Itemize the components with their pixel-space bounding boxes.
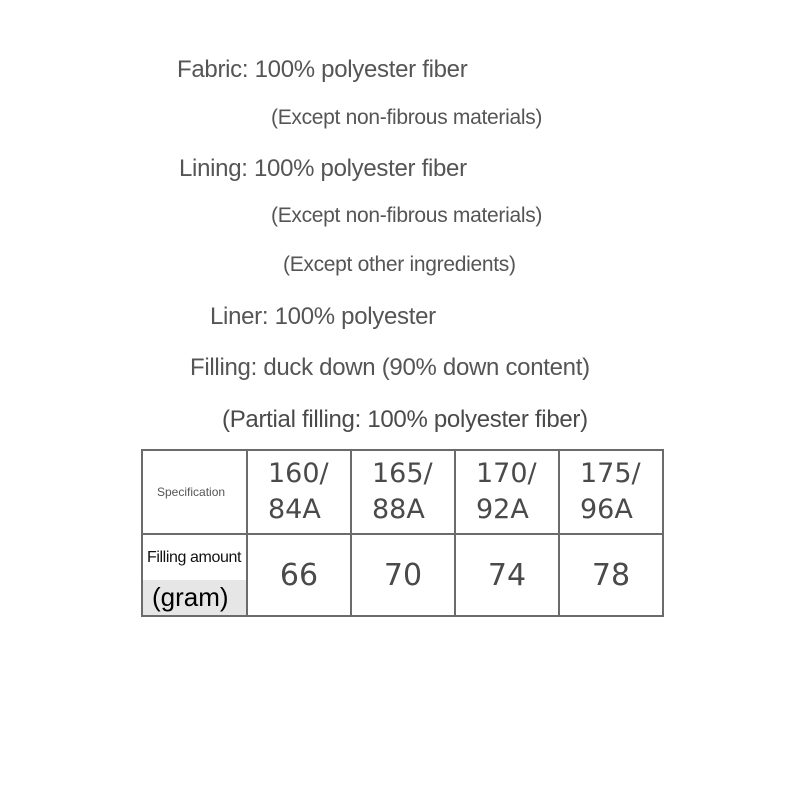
size-code: 92A [476,494,529,525]
amount-cell: 78 [559,534,663,616]
size-cell [351,450,455,534]
filling-amount-header [142,534,247,616]
fabric-composition: Fabric: 100% polyester fiber [177,56,468,83]
amount-cell: 70 [351,534,455,616]
partial-filling-note: (Partial filling: 100% polyester fiber) [222,406,588,433]
lining-exception-note: (Except non-fibrous materials) [271,204,543,227]
filling-amount-unit: (gram) [152,582,229,612]
amount-cell: 66 [247,534,351,616]
lining-composition: Lining: 100% polyester fiber [179,155,467,182]
filling-amount-table [141,449,664,617]
table-row-specification [142,450,663,534]
size-height: 175/ [580,458,641,489]
size-code: 84A [268,494,321,525]
table-row-filling-amount [142,534,663,616]
size-height: 165/ [372,458,433,489]
size-height: 160/ [268,458,329,489]
filling-composition: Filling: duck down (90% down content) [190,354,590,381]
filling-amount-label: Filling amount [147,549,242,566]
liner-composition: Liner: 100% polyester [210,303,436,330]
size-cell [559,450,663,534]
size-cell [247,450,351,534]
amount-cell: 74 [455,534,559,616]
size-height: 170/ [476,458,537,489]
size-code: 96A [580,494,633,525]
specification-header: Specification [142,450,247,534]
fabric-exception-note: (Except non-fibrous materials) [271,106,543,129]
size-code: 88A [372,494,425,525]
size-cell [455,450,559,534]
lining-other-ingredients-note: (Except other ingredients) [283,253,516,276]
